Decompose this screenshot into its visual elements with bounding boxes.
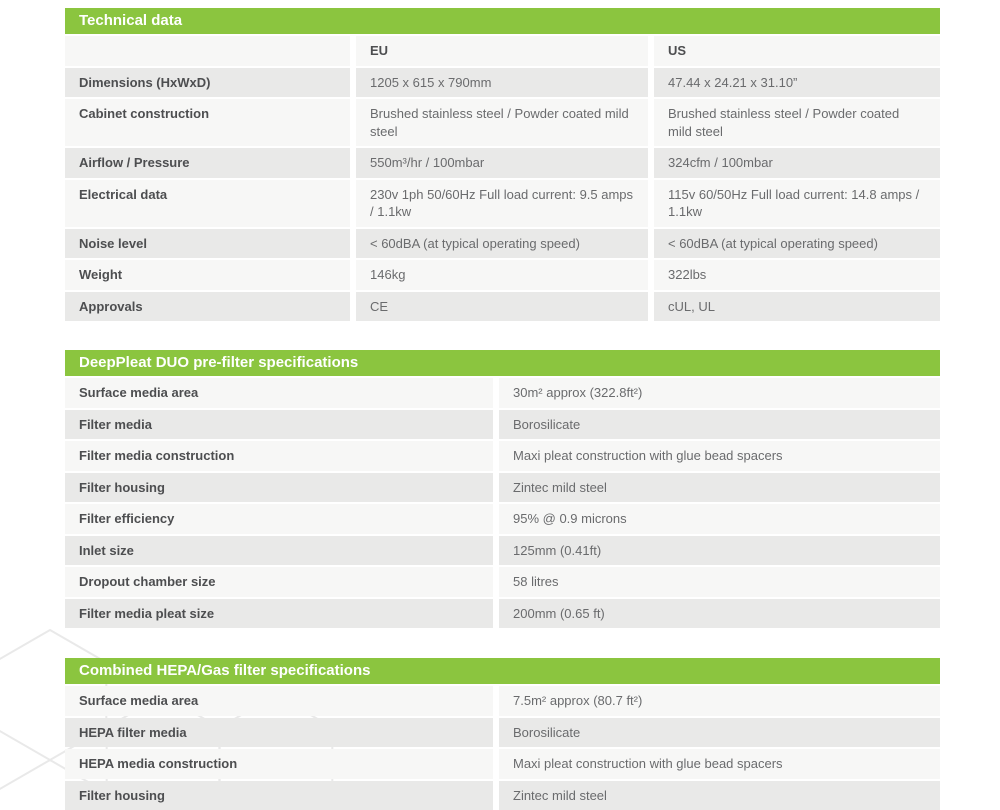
row-label: Filter efficiency [65,504,493,534]
table-row-filter-housing [65,473,940,503]
table-row-filter-housing [65,781,940,810]
table-row-cabinet-construction [65,99,940,146]
row-value: Borosilicate [499,410,940,440]
table-row-approvals [65,292,940,322]
row-label: Airflow / Pressure [65,148,350,178]
row-value-us: 115v 60/50Hz Full load current: 14.8 amps / 1.1kw [654,180,940,227]
row-label: Filter housing [65,473,493,503]
table-row-surface-media-area [65,378,940,408]
row-value-us: cUL, UL [654,292,940,322]
row-value-eu: CE [356,292,648,322]
column-header-us: US [654,36,940,66]
column-header-blank [65,36,350,66]
row-value: Zintec mild steel [499,781,940,810]
row-value: 95% @ 0.9 microns [499,504,940,534]
row-value-eu: 230v 1ph 50/60Hz Full load current: 9.5 amps / 1.1kw [356,180,648,227]
row-value-us: 324cfm / 100mbar [654,148,940,178]
row-label: Filter media [65,410,493,440]
table-row-filter-efficiency [65,504,940,534]
row-value: Maxi pleat construction with glue bead spacers [499,749,940,779]
table-row-electrical-data [65,180,940,227]
row-label: Approvals [65,292,350,322]
technical-data-table [65,8,940,321]
row-value-us: 47.44 x 24.21 x 31.10” [654,68,940,98]
row-value-us: Brushed stainless steel / Powder coated mild steel [654,99,940,146]
table-title-technical-data: Technical data [65,8,940,34]
row-value: Borosilicate [499,718,940,748]
table-title-prefilter-specs: DeepPleat DUO pre-filter specifications [65,350,940,376]
row-label: Electrical data [65,180,350,227]
row-label: Surface media area [65,378,493,408]
row-label: Filter housing [65,781,493,810]
prefilter-specs-table [65,350,940,628]
table-row-surface-media-area [65,686,940,716]
row-label: Filter media pleat size [65,599,493,629]
row-label: Inlet size [65,536,493,566]
table-row-weight [65,260,940,290]
row-value-eu: 1205 x 615 x 790mm [356,68,648,98]
table-row-hepa-filter-media [65,718,940,748]
row-value: 125mm (0.41ft) [499,536,940,566]
row-label: Filter media construction [65,441,493,471]
hepa-gas-specs-table [65,658,940,810]
table-row-filter-media [65,410,940,440]
row-value-eu: 550m³/hr / 100mbar [356,148,648,178]
row-value: Maxi pleat construction with glue bead spacers [499,441,940,471]
row-value: 200mm (0.65 ft) [499,599,940,629]
row-value-eu: 146kg [356,260,648,290]
row-value: 7.5m² approx (80.7 ft²) [499,686,940,716]
table-title-hepa-gas-specs: Combined HEPA/Gas filter specifications [65,658,940,684]
table-row-inlet-size [65,536,940,566]
row-value-us: < 60dBA (at typical operating speed) [654,229,940,259]
row-label: Surface media area [65,686,493,716]
table-row-dimensions [65,68,940,98]
table-row-column-headers [65,36,940,66]
column-header-eu: EU [356,36,648,66]
row-value-eu: < 60dBA (at typical operating speed) [356,229,648,259]
table-row-dropout-chamber-size [65,567,940,597]
row-label: Dropout chamber size [65,567,493,597]
table-row-filter-media-construction [65,441,940,471]
row-label: Weight [65,260,350,290]
row-label: Cabinet construction [65,99,350,146]
row-label: HEPA filter media [65,718,493,748]
row-label: HEPA media construction [65,749,493,779]
row-label: Noise level [65,229,350,259]
table-row-hepa-media-construction [65,749,940,779]
table-row-filter-media-pleat-size [65,599,940,629]
row-value: 30m² approx (322.8ft²) [499,378,940,408]
row-label: Dimensions (HxWxD) [65,68,350,98]
table-row-noise-level [65,229,940,259]
row-value-eu: Brushed stainless steel / Powder coated mild steel [356,99,648,146]
row-value: 58 litres [499,567,940,597]
row-value: Zintec mild steel [499,473,940,503]
row-value-us: 322lbs [654,260,940,290]
table-row-airflow-pressure [65,148,940,178]
